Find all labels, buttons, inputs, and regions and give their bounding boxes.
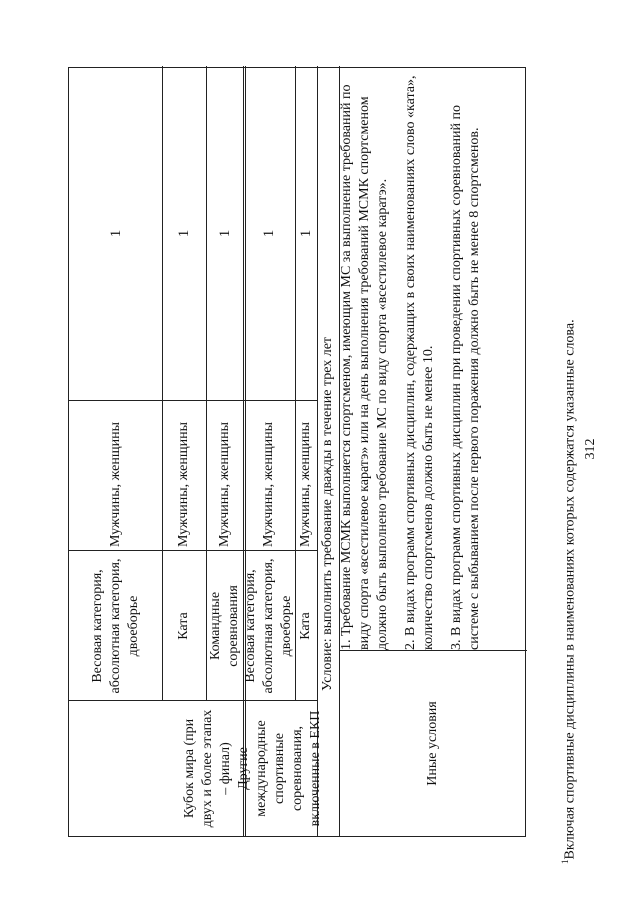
gender-cell: Мужчины, женщины	[261, 421, 276, 547]
competition-label: Кубок мира (при двух и более этапах – финал)	[182, 709, 233, 828]
gender-cell: Мужчины, женщины	[298, 421, 313, 547]
condition-item: 3. В видах программ спортивных дисциплин при проведении спортивных соревнований по системе с выбыванием после первого поражения должно быть не менее 8 спортсменов.	[449, 105, 482, 650]
page-number: 312	[583, 438, 598, 460]
discipline-cell: Весовая категория, абсолютная категория, двоеборье	[89, 558, 141, 694]
condition-item: 1. Требование МСМК выполняется спортсменом, имеющим МС за выполнение требований по виду спорта «всестилевое каратэ» или на день выполнения требований МСМК спортсменом должно быть выполнено требование МС по виду спорта «всестилевое каратэ».	[339, 84, 390, 650]
discipline-cell: Ката	[298, 612, 313, 640]
gender-cell: Мужчины, женщины	[176, 421, 191, 547]
place-cell: 1	[261, 229, 277, 238]
other-conditions-list	[338, 70, 494, 650]
discipline-cell: Командные соревнования	[207, 585, 241, 667]
discipline-cell: Ката	[176, 612, 191, 640]
discipline-cell: Весовая категория, абсолютная категория, двоеборье	[243, 558, 294, 694]
gender-cell: Мужчины, женщины	[107, 421, 123, 547]
place-cell: 1	[176, 229, 192, 238]
competition-label: Другие международные спортивные соревнования, включенные в ЕКП	[236, 710, 323, 827]
condition-row: Условие: выполнить требование дважды в течение трех лет	[320, 336, 335, 691]
footnote-text: Включая спортивные дисциплины в наименованиях которых содержатся указанные слова.	[562, 319, 578, 860]
gender-cell: Мужчины, женщины	[216, 421, 232, 547]
other-conditions-label: Иные условия	[425, 701, 440, 786]
place-cell: 1	[107, 229, 124, 238]
footnote	[560, 264, 579, 864]
place-cell: 1	[216, 229, 233, 238]
condition-item: 2. В видах программ спортивных дисциплин, содержащих в своих наименованиях слово «ката», количество спортсменов должно быть не менее 10.	[403, 75, 436, 650]
place-cell: 1	[298, 229, 314, 238]
footnote-mark: 1	[560, 859, 570, 864]
